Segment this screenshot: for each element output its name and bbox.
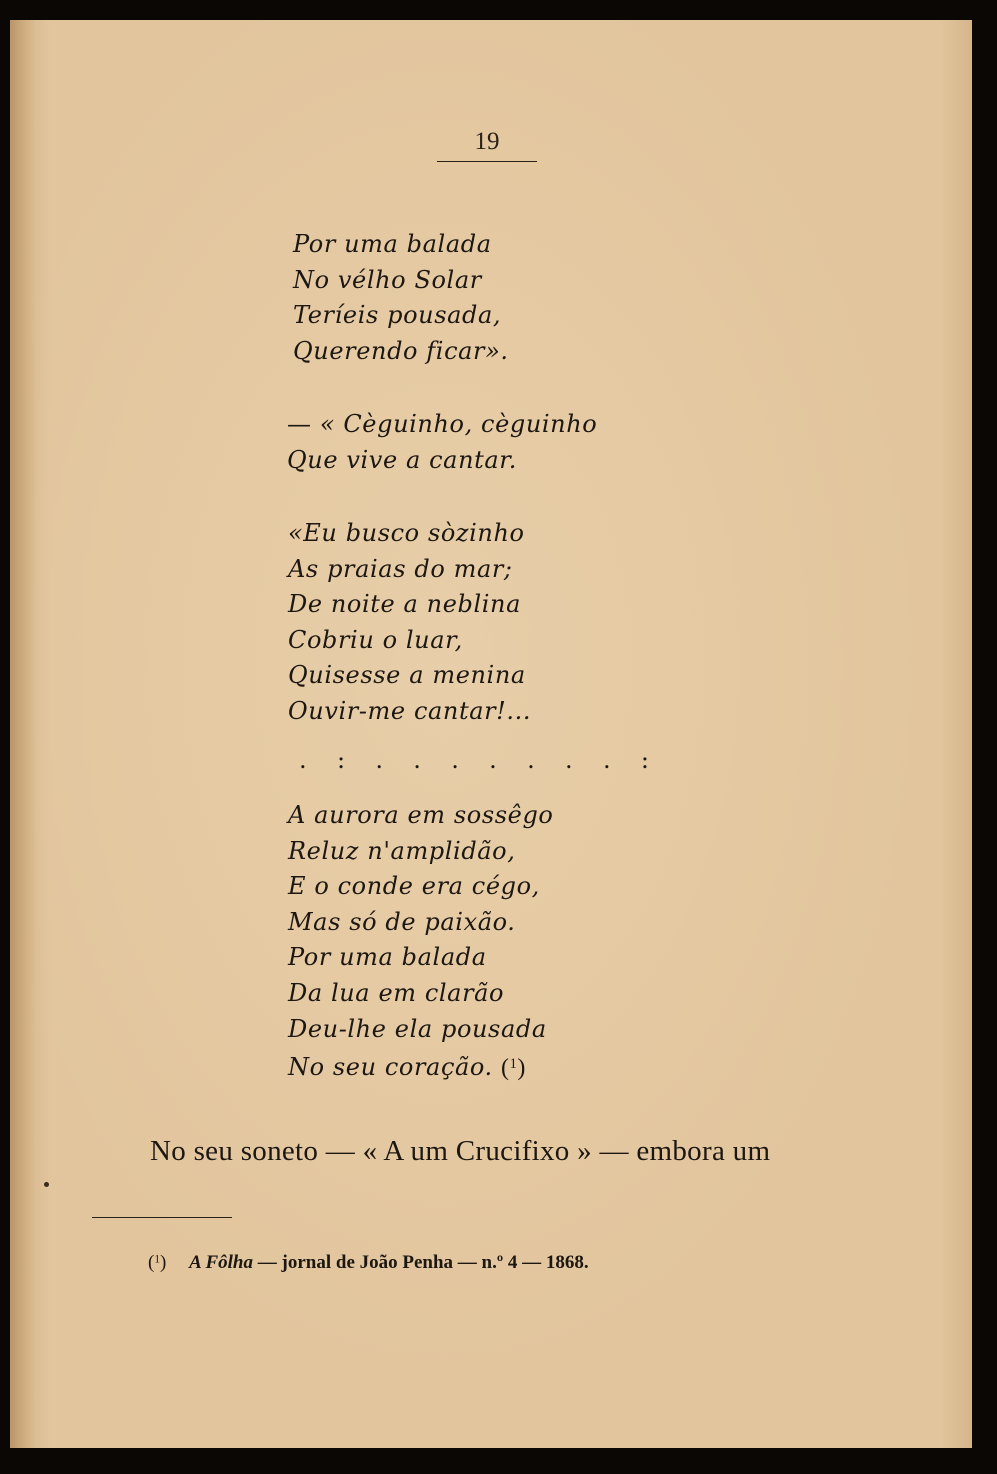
stanza-3 [288, 516, 531, 730]
verse-line: A aurora em sossêgo [288, 801, 554, 829]
dot: : [640, 746, 649, 774]
verse-line: Por uma balada [288, 943, 487, 972]
stanza-1 [293, 227, 509, 369]
page-number-rule [437, 161, 537, 162]
verse-line: E o conde era cégo, [288, 872, 540, 901]
dot: . [299, 746, 307, 774]
footnote-text: — jornal de João Penha — n.º 4 — 1868. [257, 1252, 589, 1273]
verse-line: No vélho Solar [293, 265, 482, 294]
dot: . [489, 746, 497, 774]
verse-line: Por uma balada [293, 230, 492, 258]
ellipsis-row [299, 746, 649, 774]
footnote-ref-number: 1 [509, 1056, 518, 1073]
dot: . [375, 746, 383, 774]
footnote-mark: ($^1$) [148, 1252, 167, 1273]
page-number: 19 [474, 128, 500, 155]
verse-line: As praias do mar; [288, 554, 513, 583]
stanza-2 [287, 407, 597, 478]
footnote-mark-number: 1 [154, 1253, 161, 1266]
verse-line: Quisesse a menina [288, 661, 526, 690]
verse-line: — « Cèguinho, cèguinho [287, 410, 598, 438]
stanza-4 [288, 798, 553, 1087]
dot: . [451, 746, 459, 774]
verse-line-with-note [288, 1047, 553, 1087]
verse-line: «Eu busco sòzinho [288, 519, 525, 547]
verse-line: Da lua em clarão [288, 978, 505, 1007]
verse-line: Ouvir-me cantar!... [288, 696, 532, 725]
verse-text: No seu coração. [288, 1053, 493, 1082]
footnote [148, 1252, 589, 1274]
dot: . [602, 746, 611, 774]
verse-line: Que vive a cantar. [287, 445, 517, 474]
verse-line: De noite a neblina [288, 590, 522, 619]
verse-line: Cobriu o luar, [288, 625, 463, 654]
footnote-rule [92, 1217, 232, 1218]
verse-line: Teríeis pousada, [293, 301, 502, 330]
dot: : [336, 746, 346, 774]
dot: . [565, 746, 573, 774]
verse-line: Querendo ficar». [293, 336, 509, 365]
verse-line: Deu-lhe ela pousada [288, 1014, 547, 1043]
footnote-reference[interactable]: ($^1$) [501, 1055, 526, 1082]
page-spine-shadow [10, 20, 36, 1448]
verse-line: Mas só de paixão. [288, 907, 516, 936]
prose-paragraph: No seu soneto — « A um Crucifixo » — embora um [150, 1135, 771, 1167]
verse-line: Reluz n'amplidão, [288, 836, 516, 865]
book-page [10, 20, 972, 1448]
dot: . [527, 746, 535, 774]
footnote-publication: A Fôlha [189, 1252, 254, 1273]
dot: . [413, 746, 421, 774]
paper-speck [44, 1182, 49, 1187]
